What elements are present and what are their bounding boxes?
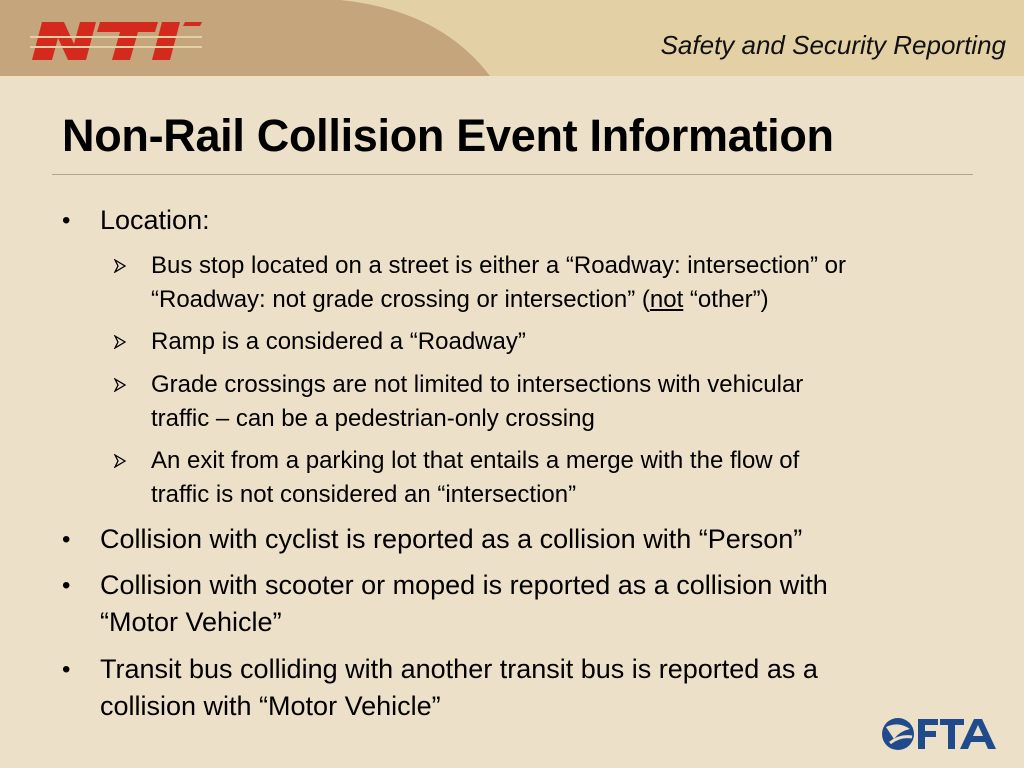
sub-bullet-line: Bus stop located on a street is either a “Roadway: intersection” or xyxy=(151,252,847,279)
nti-logo xyxy=(30,18,202,69)
sub-bullet-line: “Roadway: not grade crossing or intersection” ( xyxy=(151,286,650,313)
bullet-marker: • xyxy=(62,656,71,683)
bullet-transit-bus xyxy=(62,651,818,725)
bullet-text: Location: xyxy=(100,205,210,235)
sub-bullet-line: An exit from a parking lot that entails a merge with the flow of xyxy=(151,447,800,474)
sub-bullet-line: traffic – can be a pedestrian-only crossing xyxy=(151,405,595,432)
emphasis-not: not xyxy=(649,286,684,313)
bullet-location xyxy=(62,202,210,239)
bullet-text: collision with “Motor Vehicle” xyxy=(100,691,441,721)
sub-bullet-grade-crossings xyxy=(151,368,991,436)
title-divider xyxy=(52,174,973,175)
fta-logo xyxy=(880,713,1000,760)
sub-bullet-parking-exit xyxy=(151,444,991,512)
bullet-marker: • xyxy=(62,572,71,599)
bullet-text: Collision with scooter or moped is reported as a collision with xyxy=(100,570,828,600)
arrow-bullet-icon xyxy=(113,454,127,468)
bullet-text: “Motor Vehicle” xyxy=(100,607,282,637)
bullet-marker: • xyxy=(62,526,71,553)
sub-bullet-line: “other”) xyxy=(683,286,769,313)
bullet-text: Transit bus colliding with another transit bus is reported as a xyxy=(100,654,818,684)
slide-title: Non-Rail Collision Event Information xyxy=(62,110,834,161)
sub-bullet-ramp xyxy=(151,325,991,359)
sub-bullet-line: traffic is not considered an “intersection” xyxy=(151,481,577,508)
bullet-cyclist xyxy=(62,521,803,558)
sub-bullet-line: Grade crossings are not limited to intersections with vehicular xyxy=(151,371,804,398)
header-title: Safety and Security Reporting xyxy=(660,30,1006,60)
sub-bullet-line: Ramp is a considered a “Roadway” xyxy=(151,328,526,355)
header-band xyxy=(0,0,1024,76)
bullet-text: Collision with cyclist is reported as a collision with “Person” xyxy=(100,524,803,554)
arrow-bullet-icon xyxy=(113,335,127,349)
arrow-bullet-icon xyxy=(113,259,127,273)
arrow-bullet-icon xyxy=(113,378,127,392)
bullet-scooter xyxy=(62,567,828,641)
sub-bullet-bus-stop xyxy=(151,249,991,317)
bullet-marker: • xyxy=(62,207,71,234)
